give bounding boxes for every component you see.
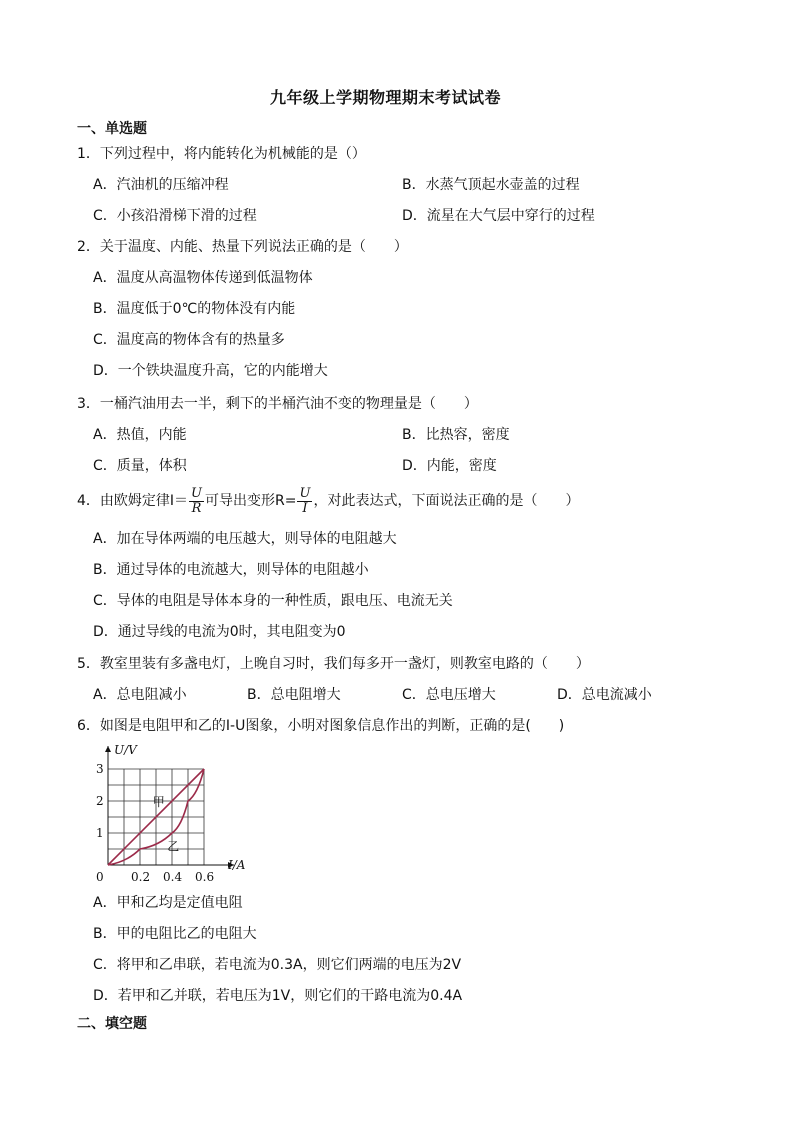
question-6-option-c[interactable]: C．将甲和乙串联，若电流为0.3A，则它们两端的电压为2V [93, 957, 462, 973]
y-tick-label: 2 [96, 794, 104, 808]
question-4-stem-part1: 4．由欧姆定律I＝ [77, 493, 189, 509]
question-3-option-a[interactable]: A．热值，内能 [93, 427, 187, 443]
fraction-1-denominator: R [191, 500, 202, 516]
x-axis-title: I/A [228, 858, 246, 872]
question-4-option-b[interactable]: B．通过导体的电流越大，则导体的电阻越小 [93, 562, 369, 578]
question-3-option-c[interactable]: C．质量，体积 [93, 458, 187, 474]
question-4-option-c[interactable]: C．导体的电阻是导体本身的一种性质，跟电压、电流无关 [93, 593, 453, 609]
series-label-jia: 甲 [152, 794, 165, 809]
y-axis-arrow [105, 746, 111, 752]
question-5-option-c[interactable]: C．总电压增大 [402, 687, 496, 703]
question-2-stem: 2．关于温度、内能、热量下列说法正确的是（ ） [77, 239, 408, 255]
question-5-option-b[interactable]: B．总电阻增大 [247, 687, 341, 703]
section-heading-fill-in: 二、填空题 [77, 1016, 147, 1032]
question-1-option-d[interactable]: D．流星在大气层中穿行的过程 [402, 208, 595, 224]
y-tick-label: 3 [96, 762, 104, 776]
y-axis-title: U/V [114, 743, 137, 757]
question-4-stem-part2: 可导出变形R= [205, 493, 297, 509]
x-tick-label: 0.4 [163, 870, 183, 884]
question-4-stem-part3: ，对此表达式，下面说法正确的是（ ） [313, 493, 580, 509]
question-4-option-a[interactable]: A．加在导体两端的电压越大，则导体的电阻越大 [93, 531, 397, 547]
fraction-2-numerator: U [299, 485, 311, 501]
x-tick-label: 0.2 [131, 870, 151, 884]
section-heading-single-choice: 一、单选题 [77, 121, 147, 137]
series-label-yi: 乙 [167, 839, 180, 854]
question-2-option-b[interactable]: B．温度低于0℃的物体没有内能 [93, 301, 296, 317]
question-4-option-d[interactable]: D．通过导线的电流为0时，其电阻变为0 [93, 624, 346, 640]
question-2-option-c[interactable]: C．温度高的物体含有的热量多 [93, 332, 285, 348]
question-3-option-b[interactable]: B．比热容，密度 [402, 427, 510, 443]
question-6-option-b[interactable]: B．甲的电阻比乙的电阻大 [93, 926, 257, 942]
question-6-option-d[interactable]: D．若甲和乙并联，若电压为1V，则它们的干路电流为0.4A [93, 988, 463, 1004]
question-1-option-a[interactable]: A．汽油机的压缩冲程 [93, 177, 229, 193]
question-5-stem: 5．教室里装有多盏电灯，上晚自习时，我们每多开一盏灯，则教室电路的（ ） [77, 656, 590, 672]
iu-graph [88, 740, 258, 884]
question-3-option-d[interactable]: D．内能，密度 [402, 458, 497, 474]
question-1-option-b[interactable]: B．水蒸气顶起水壶盖的过程 [402, 177, 580, 193]
x-tick-label: 0.6 [195, 870, 215, 884]
fraction-u-over-r [189, 487, 204, 516]
question-2-option-d[interactable]: D．一个铁块温度升高，它的内能增大 [93, 363, 328, 379]
origin-label: 0 [96, 870, 104, 884]
question-4-stem [77, 484, 579, 518]
question-3-stem: 3．一桶汽油用去一半，剩下的半桶汽油不变的物理量是（ ） [77, 396, 478, 412]
fraction-2-denominator: I [302, 500, 308, 516]
question-6-option-a[interactable]: A．甲和乙均是定值电阻 [93, 895, 243, 911]
fraction-1-numerator: U [191, 485, 203, 501]
y-tick-label: 1 [96, 826, 104, 840]
question-1-option-c[interactable]: C．小孩沿滑梯下滑的过程 [93, 208, 257, 224]
question-5-option-d[interactable]: D．总电流减小 [557, 687, 652, 703]
page-title: 九年级上学期物理期末考试试卷 [270, 88, 502, 107]
question-1-stem: 1．下列过程中，将内能转化为机械能的是（） [77, 146, 366, 162]
question-5-option-a[interactable]: A．总电阻减小 [93, 687, 187, 703]
fraction-u-over-i [297, 487, 312, 516]
question-6-stem: 6．如图是电阻甲和乙的I-U图象，小明对图象信息作出的判断，正确的是( ) [77, 718, 565, 734]
question-2-option-a[interactable]: A．温度从高温物体传递到低温物体 [93, 270, 313, 286]
